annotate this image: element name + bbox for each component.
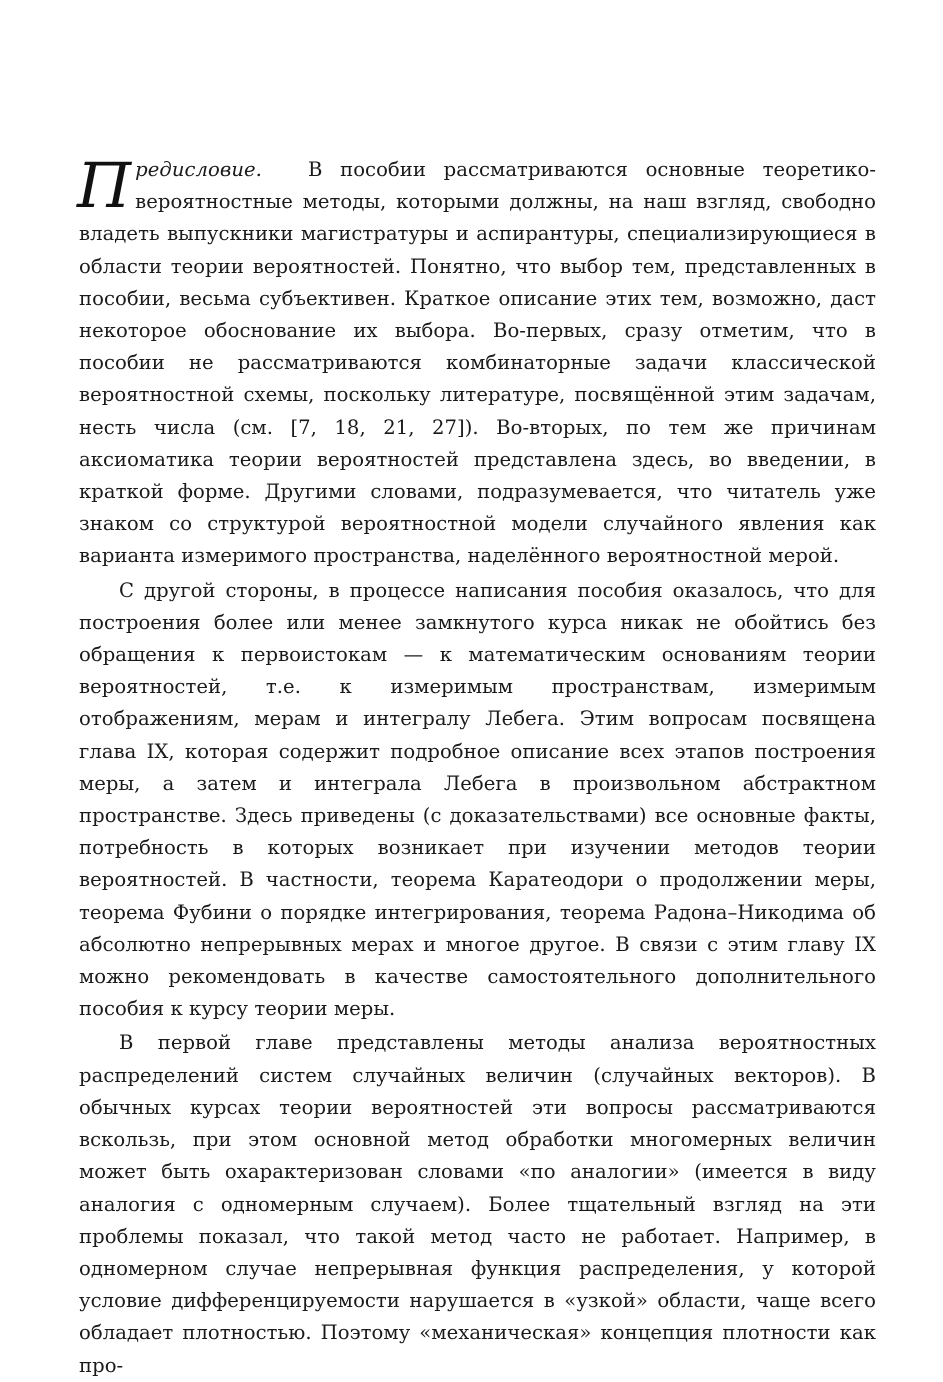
preface-paragraph-3: В первой главе представлены методы анализа вероятностных распределений систем случайных величин (случайных векторов). В обычных курсах теории вероятностей эти вопросы рассматриваются вскользь, при этом основной метод обработки многомерных величин может быть охарактеризован словами «по аналогии» (имеется в виду аналогия с одномерным случаем). Более тщательный взгляд на эти проблемы показал, что такой метод часто не работает. Например, в одномерном случае непрерывная функция распределения, у которой условие дифференцируемости нарушается в «узкой» области, чаще всего обладает плотностью. Поэтому «механическая» концепция плотности как про- <box>79 1031 876 1377</box>
preface-heading: редисловие. <box>135 158 262 181</box>
preface-paragraph-1-text: В пособии рассматриваются основные теоретико-вероятностные методы, которыми должны, на наш взгляд, свободно владеть выпускники магистратуры и аспирантуры, специализирующиеся в области теории вероятностей. Понятно, что выбор тем, представленных в пособии, весьма субъективен. Краткое описание этих тем, возможно, даст некоторое обоснование их выбора. Во-первых, сразу отметим, что в пособии не рассматриваются комбинаторные задачи классической вероятностной схемы, поскольку литературе, посвящённой этим задачам, несть числа (см. [7, 18, 21, 27]). Во-вторых, по тем же причинам аксиоматика теории вероятностей представлена здесь, во введении, в краткой форме. Другими словами, подразумевается, что читатель уже знаком со структурой вероятностной модели случайного явления как варианта измеримого пространства, наделённого вероятностной мерой. <box>79 158 876 568</box>
preface-paragraph-2: С другой стороны, в процессе написания пособия оказалось, что для построения более или менее замкнутого курса никак не обойтись без обращения к первоистокам — к математическим основаниям теории вероятностей, т.е. к измеримым пространствам, измеримым отображениям, мерам и интегралу Лебега. Этим вопросам посвящена глава IX, которая содержит подробное описание всех этапов построения меры, а затем и интеграла Лебега в произвольном абстрактном пространстве. Здесь приведены (с доказательствами) все основные факты, потребность в которых возникает при изучении методов теории вероятностей. В частности, теорема Каратеодори о продолжении меры, теорема Фубини о порядке интегрирования, теорема Радона–Никодима об абсолютно непрерывных мерах и многое другое. В связи с этим главу IX можно рекомендовать в качестве самостоятельного дополнительного пособия к курсу теории меры. <box>79 578 876 1021</box>
dropcap-letter: П <box>77 149 132 222</box>
preface-paragraph-1 <box>77 149 876 573</box>
page-body <box>77 149 876 1382</box>
